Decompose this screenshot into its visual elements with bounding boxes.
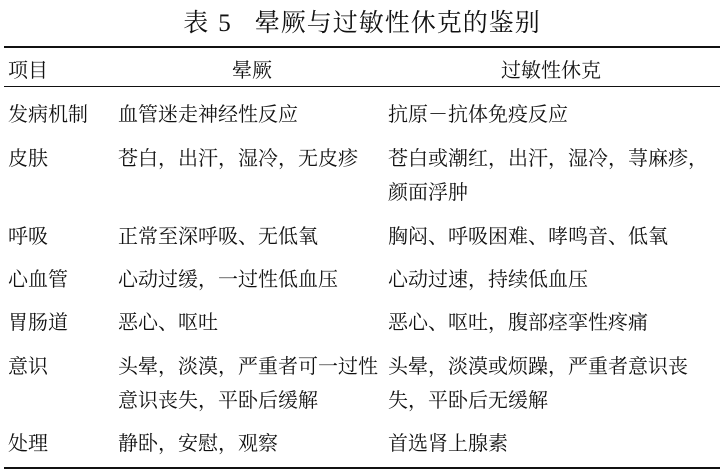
- row-anaphylaxis: 头晕，淡漠或烦躁，严重者意识丧失，平卧后无缓解: [388, 354, 688, 412]
- row-anaphylaxis: 胸闷、呼吸困难、哮鸣音、低氧: [388, 224, 668, 248]
- header-syncope: 晕厥: [232, 58, 272, 82]
- table-title-number: 5: [218, 10, 232, 37]
- row-anaphylaxis: 苍白或潮红，出汗，湿冷，荨麻疹，颜面浮肿: [388, 146, 708, 204]
- row-anaphylaxis: 心动过速，持续低血压: [388, 267, 588, 291]
- table-bottom-rule: [4, 467, 720, 469]
- header-item: 项目: [8, 58, 48, 82]
- row-item: 心血管: [8, 267, 68, 291]
- table-header-rule: [4, 86, 720, 87]
- row-item: 发病机制: [8, 102, 88, 126]
- row-item: 胃肠道: [8, 310, 68, 334]
- header-anaphylaxis: 过敏性休克: [501, 58, 601, 82]
- row-syncope: 血管迷走神经性反应: [118, 102, 298, 126]
- row-anaphylaxis: 抗原－抗体免疫反应: [388, 102, 568, 126]
- row-syncope: 苍白，出汗，湿冷，无皮疹: [118, 146, 358, 170]
- row-anaphylaxis: 恶心、呕吐，腹部痉挛性疼痛: [388, 310, 648, 334]
- row-anaphylaxis: 首选肾上腺素: [388, 431, 508, 455]
- row-syncope: 正常至深呼吸、无低氧: [118, 224, 318, 248]
- row-item: 处理: [8, 431, 48, 455]
- row-item: 意识: [8, 354, 48, 378]
- table-title-label: 表: [183, 8, 210, 37]
- row-syncope: 恶心、呕吐: [118, 310, 218, 334]
- table-title-text: 晕厥与过敏性休克的鉴别: [254, 8, 541, 37]
- row-syncope: 静卧，安慰，观察: [118, 431, 278, 455]
- row-item: 皮肤: [8, 146, 48, 170]
- table-top-rule: [4, 46, 720, 48]
- row-item: 呼吸: [8, 224, 48, 248]
- row-syncope: 心动过缓，一过性低血压: [118, 267, 338, 291]
- row-syncope: 头晕，淡漠，严重者可一过性意识丧失，平卧后缓解: [118, 354, 378, 412]
- table-title: [0, 6, 724, 41]
